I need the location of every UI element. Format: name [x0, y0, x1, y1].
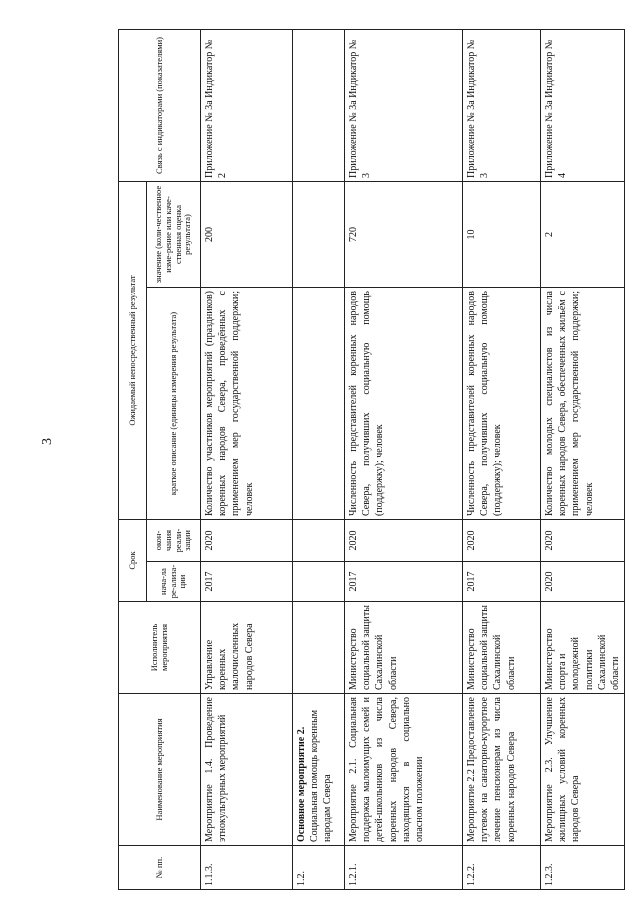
row-desc: Количество молодых специалистов из числа коренных народов Севера, обеспеченных жильём с применением мер государственной поддержки; человек	[541, 288, 625, 520]
row-link: Приложение № 3а Индикатор № 3	[345, 30, 463, 182]
row-name	[293, 694, 345, 846]
row-end: 2020	[345, 520, 463, 562]
row-name: Мероприятие 2.3. Улучшение жилищных условий коренных народов Севера	[541, 694, 625, 846]
row-link	[293, 30, 345, 182]
row-value	[293, 182, 345, 288]
header-executor: Исполнитель мероприятия	[119, 602, 201, 694]
row-name: Мероприятие 2.1. Социальная поддержка малоимущих семей и детей-школьников из числа коренных народов Севера, находящихся в социально опасном положении	[345, 694, 463, 846]
row-value: 2	[541, 182, 625, 288]
row-name-bold: Основное мероприятие 2.	[296, 726, 307, 842]
row-name-rest: Социальная помощь коренным народам Севера	[309, 709, 334, 842]
row-value: 10	[463, 182, 541, 288]
row-executor	[293, 602, 345, 694]
measures-table	[118, 29, 625, 890]
row-name: Мероприятие 1.4. Проведение этнокультурных мероприятий	[201, 694, 293, 846]
row-value: 200	[201, 182, 293, 288]
table-header-row	[119, 30, 147, 890]
header-result-desc: краткое описание (единицы измерения результата)	[147, 288, 201, 520]
row-link: Приложение № 3а Индикатор № 4	[541, 30, 625, 182]
row-link: Приложение № 3а Индикатор № 2	[201, 30, 293, 182]
row-end: 2020	[541, 520, 625, 562]
row-name: Мероприятие 2.2 Предоставление путевок на санаторно-курортное лечение пенсионерам из числа коренных народов Севера	[463, 694, 541, 846]
header-term-end: окон-чания реали-зации	[147, 520, 201, 562]
table-row	[345, 30, 463, 890]
row-executor: Министерство спорта и молодежной политики Сахалинской области	[541, 602, 625, 694]
row-executor: Министерство социальной защиты Сахалинской области	[463, 602, 541, 694]
row-num: 1.2.3.	[541, 846, 625, 890]
header-num: № пп.	[119, 846, 201, 890]
header-link: Связь с индикаторами (показателями)	[119, 30, 201, 182]
row-desc: Количество участников мероприятий (праздников) коренных народов Севера, проведённых с применением мер государственной поддержки; человек	[201, 288, 293, 520]
row-start: 2020	[541, 562, 625, 602]
row-num: 1.2.1.	[345, 846, 463, 890]
row-start	[293, 562, 345, 602]
row-end: 2020	[463, 520, 541, 562]
row-start: 2017	[463, 562, 541, 602]
table-row	[201, 30, 293, 890]
table-row	[541, 30, 625, 890]
row-value: 720	[345, 182, 463, 288]
row-desc	[293, 288, 345, 520]
header-term-start: нача-ла ре-ализа-ции	[147, 562, 201, 602]
page-number: 3	[40, 438, 55, 445]
header-name: Наименование мероприятия	[119, 694, 201, 846]
row-link: Приложение № 3а Индикатор № 3	[463, 30, 541, 182]
row-desc: Численность представителей коренных народов Севера, получивших социальную помощь (поддержку); человек	[345, 288, 463, 520]
row-end: 2020	[201, 520, 293, 562]
row-executor: Управление коренных малочисленных народов Севера	[201, 602, 293, 694]
row-executor: Министерство социальной защиты Сахалинской области	[345, 602, 463, 694]
header-result: Ожидаемый непосредственный результат	[119, 182, 147, 520]
row-desc: Численность представителей коренных народов Севера, получивших социальную помощь (поддержку); человек	[463, 288, 541, 520]
table-row	[293, 30, 345, 890]
row-num: 1.1.3.	[201, 846, 293, 890]
row-start: 2017	[345, 562, 463, 602]
row-start: 2017	[201, 562, 293, 602]
row-num: 1.2.	[293, 846, 345, 890]
header-result-value: значение (коли-чественное изме-рение или каче-ственная оценка результата)	[147, 182, 201, 288]
row-end	[293, 520, 345, 562]
rotated-page	[118, 30, 621, 890]
table-row	[463, 30, 541, 890]
header-term: Срок	[119, 520, 147, 602]
row-num: 1.2.2.	[463, 846, 541, 890]
